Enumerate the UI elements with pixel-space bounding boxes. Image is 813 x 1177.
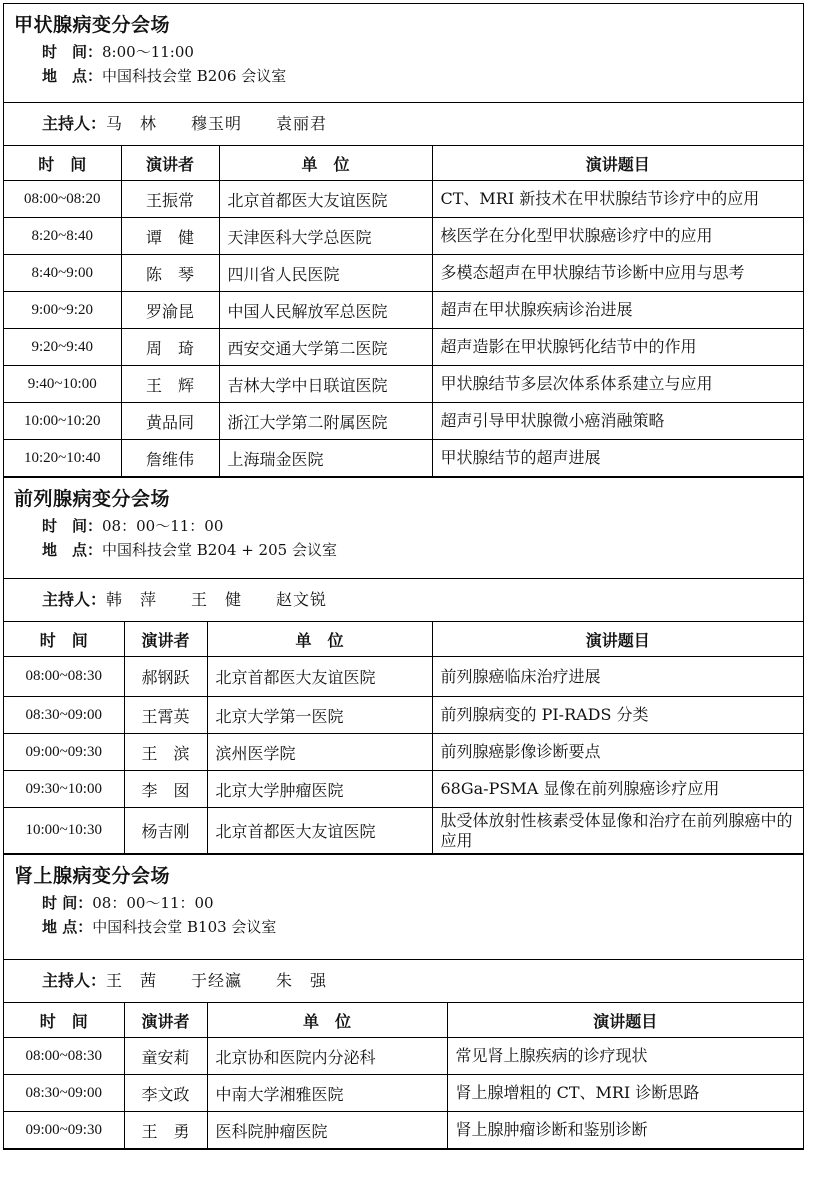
table-header-row bbox=[4, 622, 803, 657]
talk-speaker: 李 囡 bbox=[124, 771, 207, 808]
col-topic-header: 演讲题目 bbox=[432, 622, 803, 657]
talk-time: 8:40~9:00 bbox=[4, 255, 121, 292]
table-row bbox=[4, 1075, 803, 1112]
col-topic-header: 演讲题目 bbox=[432, 146, 803, 181]
session-place: 地 点：中国科技会堂 B206 会议室 bbox=[42, 67, 287, 85]
table-row bbox=[4, 292, 803, 329]
talk-unit: 医科院肿瘤医院 bbox=[207, 1112, 447, 1149]
table-row bbox=[4, 218, 803, 255]
talk-unit: 上海瑞金医院 bbox=[219, 440, 432, 477]
talk-table bbox=[4, 146, 803, 477]
prostate-session bbox=[3, 477, 804, 854]
talk-speaker: 谭 健 bbox=[121, 218, 219, 255]
talk-time: 08:00~08:30 bbox=[4, 657, 124, 697]
talk-time: 9:40~10:00 bbox=[4, 366, 121, 403]
talk-time: 9:00~9:20 bbox=[4, 292, 121, 329]
talk-speaker: 王霄英 bbox=[124, 697, 207, 734]
talk-topic: 前列腺癌临床治疗进展 bbox=[432, 657, 803, 697]
session-title: 甲状腺病变分会场 bbox=[14, 14, 171, 36]
table-row bbox=[4, 181, 803, 218]
table-row bbox=[4, 440, 803, 477]
schedule-document bbox=[3, 3, 804, 1150]
talk-time: 8:20~8:40 bbox=[4, 218, 121, 255]
talk-unit: 北京大学肿瘤医院 bbox=[207, 771, 432, 808]
talk-unit: 中国人民解放军总医院 bbox=[219, 292, 432, 329]
col-time-header: 时 间 bbox=[4, 146, 121, 181]
talk-unit: 北京首都医大友谊医院 bbox=[207, 808, 432, 854]
talk-time: 9:20~9:40 bbox=[4, 329, 121, 366]
talk-topic: 超声在甲状腺疾病诊治进展 bbox=[432, 292, 803, 329]
table-header-row bbox=[4, 1003, 803, 1038]
talk-speaker: 陈 琴 bbox=[121, 255, 219, 292]
talk-speaker: 李文政 bbox=[124, 1075, 207, 1112]
talk-topic: 前列腺癌影像诊断要点 bbox=[432, 734, 803, 771]
table-row bbox=[4, 366, 803, 403]
talk-time: 09:00~09:30 bbox=[4, 1112, 124, 1149]
session-time: 时 间：8:00～11:00 bbox=[42, 43, 194, 61]
col-speaker-header: 演讲者 bbox=[124, 622, 207, 657]
talk-time: 08:30~09:00 bbox=[4, 697, 124, 734]
table-row bbox=[4, 657, 803, 697]
talk-topic: 超声造影在甲状腺钙化结节中的作用 bbox=[432, 329, 803, 366]
talk-time: 10:00~10:30 bbox=[4, 808, 124, 854]
adrenal-session bbox=[3, 854, 804, 1150]
talk-unit: 中南大学湘雅医院 bbox=[207, 1075, 447, 1112]
talk-speaker: 王振常 bbox=[121, 181, 219, 218]
col-speaker-header: 演讲者 bbox=[121, 146, 219, 181]
talk-topic: 超声引导甲状腺微小癌消融策略 bbox=[432, 403, 803, 440]
talk-unit: 天津医科大学总医院 bbox=[219, 218, 432, 255]
talk-topic: 肾上腺肿瘤诊断和鉴别诊断 bbox=[447, 1112, 803, 1149]
talk-topic: 肽受体放射性核素受体显像和治疗在前列腺癌中的应用 bbox=[432, 808, 803, 854]
talk-topic: 68Ga-PSMA 显像在前列腺癌诊疗应用 bbox=[432, 771, 803, 808]
session-title: 肾上腺病变分会场 bbox=[14, 865, 171, 887]
talk-time: 08:00~08:20 bbox=[4, 181, 121, 218]
session-hosts: 主持人：韩 萍 王 健 赵文锐 bbox=[4, 579, 803, 622]
col-unit-header: 单 位 bbox=[219, 146, 432, 181]
table-header-row bbox=[4, 146, 803, 181]
talk-time: 08:00~08:30 bbox=[4, 1038, 124, 1075]
talk-table bbox=[4, 1003, 803, 1149]
talk-topic: 前列腺病变的 PI-RADS 分类 bbox=[432, 697, 803, 734]
table-row bbox=[4, 734, 803, 771]
session-place: 地 点：中国科技会堂 B103 会议室 bbox=[42, 918, 277, 936]
col-speaker-header: 演讲者 bbox=[124, 1003, 207, 1038]
table-row bbox=[4, 1038, 803, 1075]
talk-speaker: 罗渝昆 bbox=[121, 292, 219, 329]
talk-speaker: 黄品同 bbox=[121, 403, 219, 440]
talk-topic: 肾上腺增粗的 CT、MRI 诊断思路 bbox=[447, 1075, 803, 1112]
talk-speaker: 詹维伟 bbox=[121, 440, 219, 477]
talk-time: 09:00~09:30 bbox=[4, 734, 124, 771]
col-unit-header: 单 位 bbox=[207, 622, 432, 657]
talk-unit: 四川省人民医院 bbox=[219, 255, 432, 292]
talk-speaker: 王 滨 bbox=[124, 734, 207, 771]
talk-unit: 北京首都医大友谊医院 bbox=[219, 181, 432, 218]
session-title: 前列腺病变分会场 bbox=[14, 488, 171, 510]
talk-speaker: 周 琦 bbox=[121, 329, 219, 366]
table-row bbox=[4, 329, 803, 366]
col-topic-header: 演讲题目 bbox=[447, 1003, 803, 1038]
talk-time: 10:00~10:20 bbox=[4, 403, 121, 440]
talk-time: 08:30~09:00 bbox=[4, 1075, 124, 1112]
session-hosts: 主持人：马 林 穆玉明 袁丽君 bbox=[4, 103, 803, 146]
talk-topic: 多模态超声在甲状腺结节诊断中应用与思考 bbox=[432, 255, 803, 292]
table-row bbox=[4, 403, 803, 440]
talk-topic: 常见肾上腺疾病的诊疗现状 bbox=[447, 1038, 803, 1075]
talk-table bbox=[4, 622, 803, 854]
talk-unit: 滨州医学院 bbox=[207, 734, 432, 771]
talk-unit: 北京首都医大友谊医院 bbox=[207, 657, 432, 697]
session-hosts: 主持人：王 茜 于经瀛 朱 强 bbox=[4, 960, 803, 1003]
talk-topic: 甲状腺结节多层次体系体系建立与应用 bbox=[432, 366, 803, 403]
session-time: 时 间：08：00～11：00 bbox=[42, 517, 224, 535]
session-header bbox=[4, 855, 803, 960]
table-row bbox=[4, 771, 803, 808]
talk-topic: 核医学在分化型甲状腺癌诊疗中的应用 bbox=[432, 218, 803, 255]
talk-time: 10:20~10:40 bbox=[4, 440, 121, 477]
table-row bbox=[4, 1112, 803, 1149]
session-header bbox=[4, 478, 803, 579]
talk-unit: 北京大学第一医院 bbox=[207, 697, 432, 734]
col-time-header: 时 间 bbox=[4, 1003, 124, 1038]
talk-speaker: 郝钢跃 bbox=[124, 657, 207, 697]
talk-unit: 吉林大学中日联谊医院 bbox=[219, 366, 432, 403]
talk-topic: CT、MRI 新技术在甲状腺结节诊疗中的应用 bbox=[432, 181, 803, 218]
talk-time: 09:30~10:00 bbox=[4, 771, 124, 808]
talk-unit: 西安交通大学第二医院 bbox=[219, 329, 432, 366]
talk-unit: 北京协和医院内分泌科 bbox=[207, 1038, 447, 1075]
table-row bbox=[4, 808, 803, 854]
table-row bbox=[4, 255, 803, 292]
session-header bbox=[4, 4, 803, 103]
thyroid-session bbox=[3, 3, 804, 477]
talk-unit: 浙江大学第二附属医院 bbox=[219, 403, 432, 440]
talk-speaker: 王 勇 bbox=[124, 1112, 207, 1149]
session-time: 时 间：08：00～11：00 bbox=[42, 894, 214, 912]
col-unit-header: 单 位 bbox=[207, 1003, 447, 1038]
session-place: 地 点：中国科技会堂 B204 + 205 会议室 bbox=[42, 541, 337, 559]
talk-speaker: 王 辉 bbox=[121, 366, 219, 403]
talk-speaker: 童安莉 bbox=[124, 1038, 207, 1075]
table-row bbox=[4, 697, 803, 734]
col-time-header: 时 间 bbox=[4, 622, 124, 657]
talk-topic: 甲状腺结节的超声进展 bbox=[432, 440, 803, 477]
talk-speaker: 杨吉刚 bbox=[124, 808, 207, 854]
